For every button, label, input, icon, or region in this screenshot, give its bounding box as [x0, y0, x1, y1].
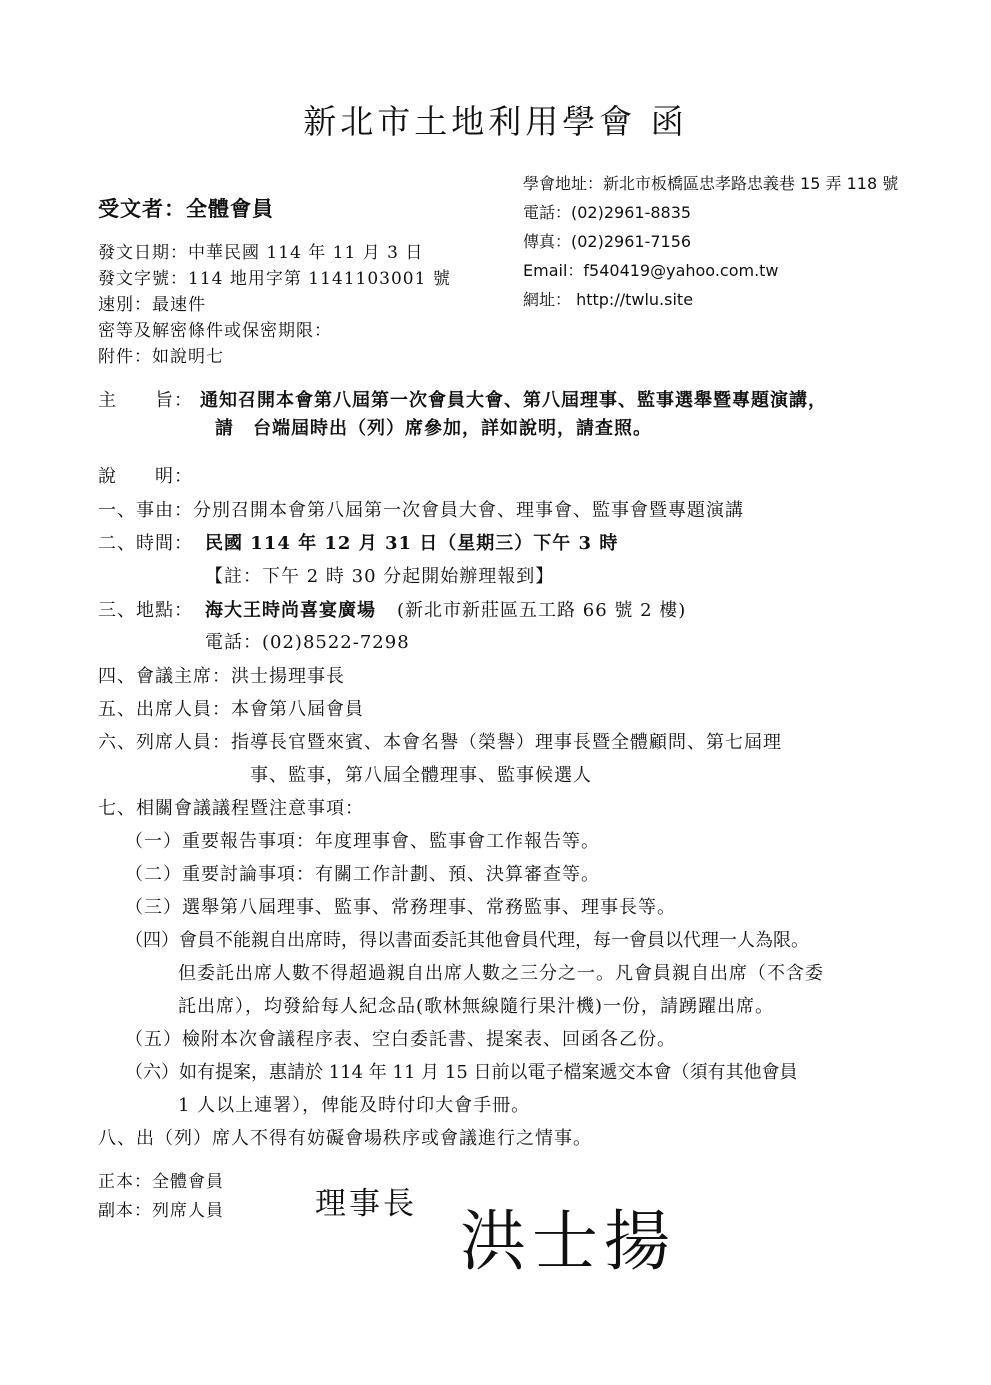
doc-number: 發文字號：114 地用字第 1141103001 號	[98, 269, 451, 289]
speed-class: 速別：最速件	[98, 295, 206, 315]
item-3-address: (新北市新莊區五工路 66 號 2 樓)	[397, 600, 687, 621]
item-7: 七、相關會議議程暨注意事項：	[98, 798, 364, 819]
item-5: 五、出席人員：本會第八屆會員	[98, 699, 364, 720]
org-email: Email：f540419@yahoo.com.tw	[523, 261, 779, 280]
item-6-line-1: 六、列席人員：指導長官暨來賓、本會名譽（榮譽）理事長暨全體顧問、第七屆理	[98, 732, 782, 753]
item-7-sub-6-line-2: 1 人以上連署），俾能及時付印大會手冊。	[178, 1095, 531, 1116]
item-1: 一、事由：分別召開本會第八屆第一次會員大會、理事會、監事會暨專題演講	[98, 500, 744, 521]
org-fax: 傳真：(02)2961-7156	[523, 232, 692, 251]
issue-date: 發文日期：中華民國 114 年 11 月 3 日	[98, 243, 424, 263]
item-7-sub-1: （一）重要報告事項：年度理事會、監事會工作報告等。	[125, 831, 600, 852]
item-7-sub-4-line-2: 但委託出席人數不得超過親自出席人數之三分之一。凡會員親自出席（不含委	[178, 963, 824, 984]
item-3-label: 三、地點：	[98, 600, 193, 621]
item-7-sub-4-line-3: 託出席），均發給每人紀念品(歌林無線隨行果汁機)一份，請踴躍出席。	[178, 996, 775, 1017]
subject-label: 主 旨：	[98, 390, 193, 411]
subject-line-1: 通知召開本會第八屆第一次會員大會、第八屆理事、監事選舉暨專題演講，	[200, 390, 827, 411]
org-phone: 電話：(02)2961-8835	[523, 203, 692, 222]
item-3-venue: 海大王時尚喜宴廣場	[205, 600, 376, 621]
subject-line-2: 請 台端屆時出（列）席參加，詳如說明，請查照。	[215, 418, 652, 439]
attachment: 附件：如說明七	[98, 347, 224, 367]
item-8: 八、出（列）席人不得有妨礙會場秩序或會議進行之情事。	[98, 1128, 592, 1149]
document-title: 新北市土地利用學會 函	[303, 102, 688, 141]
original-recipients: 正本：全體會員	[98, 1172, 224, 1192]
item-7-sub-5: （五）檢附本次會議程序表、空白委託書、提案表、回函各乙份。	[125, 1029, 676, 1050]
item-2-time: 民國 114 年 12 月 31 日（星期三）下午 3 時	[205, 533, 619, 554]
item-3-phone: 電話：(02)8522-7298	[205, 632, 410, 653]
secrecy-level: 密等及解密條件或保密期限：	[98, 321, 332, 341]
explanation-label: 說 明：	[98, 466, 193, 487]
org-address: 學會地址：新北市板橋區忠孝路忠義巷 15 弄 118 號	[523, 174, 899, 193]
item-7-sub-2: （二）重要討論事項：有關工作計劃、預、決算審查等。	[125, 864, 600, 885]
item-4: 四、會議主席：洪士揚理事長	[98, 666, 345, 687]
item-6-line-2: 事、監事，第八屆全體理事、監事候選人	[250, 765, 592, 786]
recipient: 受文者：全體會員	[98, 196, 274, 221]
item-2-note: 【註：下午 2 時 30 分起開始辦理報到】	[205, 566, 555, 587]
copy-recipients: 副本：列席人員	[98, 1201, 224, 1221]
org-website: 網址： http://twlu.site	[523, 290, 694, 309]
item-7-sub-3: （三）選舉第八屆理事、監事、常務理事、常務監事、理事長等。	[125, 897, 676, 918]
signature-name: 洪士揚	[460, 1203, 676, 1280]
item-7-sub-4-line-1: （四）會員不能親自出席時，得以書面委託其他會員代理，每一會員以代理一人為限。	[125, 930, 809, 951]
signature-title: 理事長	[315, 1186, 417, 1222]
item-2-label: 二、時間：	[98, 533, 193, 554]
item-7-sub-6-line-1: （六）如有提案，惠請於 114 年 11 月 15 日前以電子檔案遞交本會（須有其他會員	[125, 1062, 798, 1083]
